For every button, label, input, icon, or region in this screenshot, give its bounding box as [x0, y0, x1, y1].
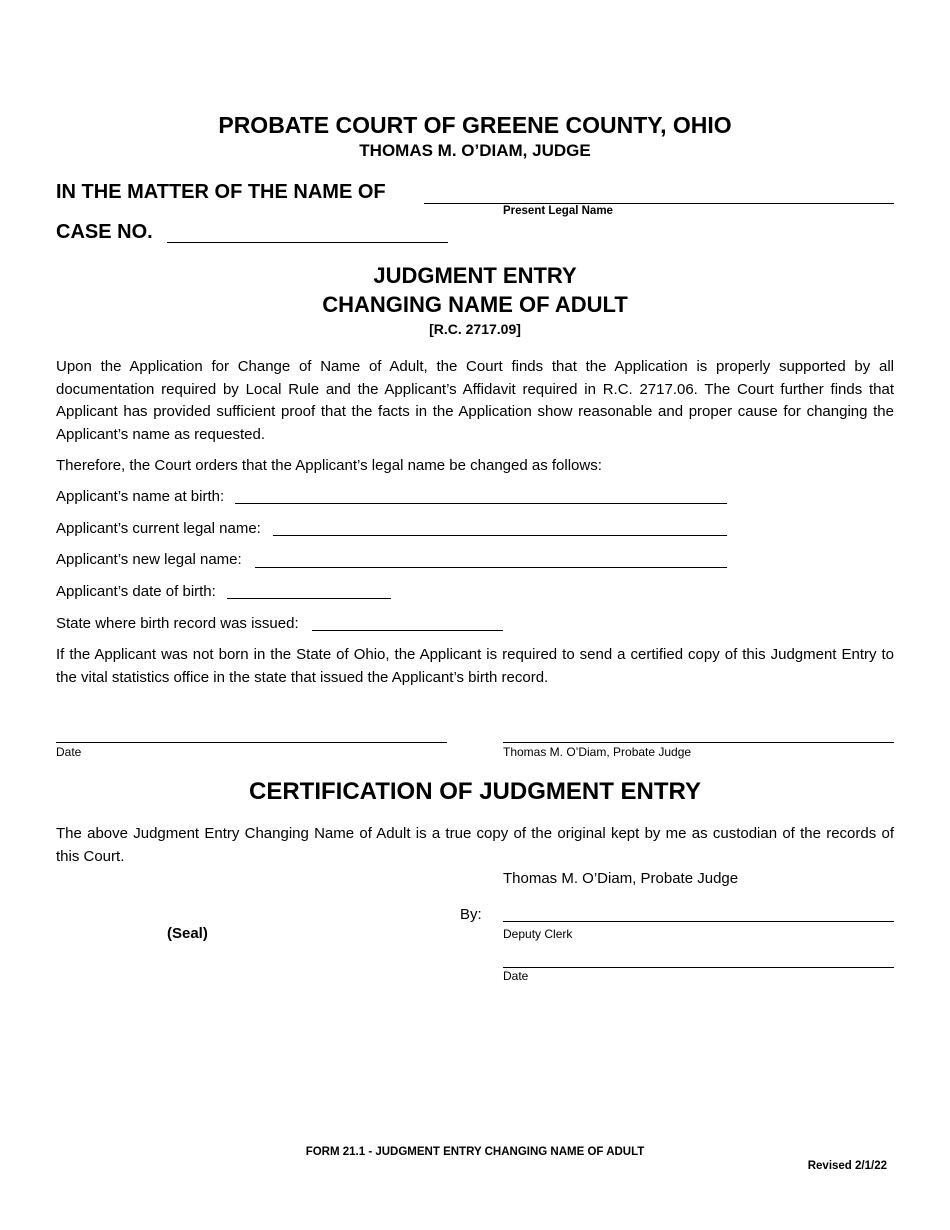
name-at-birth-label: Applicant’s name at birth:: [56, 488, 225, 505]
judge-line: THOMAS M. O’DIAM, JUDGE: [359, 141, 591, 160]
new-legal-name-line[interactable]: [255, 567, 727, 568]
certification-date-caption: Date: [503, 969, 529, 983]
matter-label: IN THE MATTER OF THE NAME OF: [56, 181, 386, 203]
current-legal-name-line[interactable]: [273, 535, 727, 536]
certification-date-line[interactable]: [503, 967, 894, 968]
name-at-birth-line[interactable]: [235, 503, 727, 504]
birth-record-state-label: State where birth record was issued:: [56, 615, 299, 632]
deputy-clerk-caption: Deputy Clerk: [503, 927, 573, 941]
judge-signature-line[interactable]: [503, 742, 894, 743]
out-of-state-notice: If the Applicant was not born in the State of Ohio, the Applicant is required to send a certified copy of this Judgment Entry to the vital statistics office in the state that issued the Applicant’s birth record.: [56, 646, 894, 686]
certification-judge-name: Thomas M. O’Diam, Probate Judge: [503, 870, 739, 887]
title-line2: CHANGING NAME OF ADULT: [322, 292, 628, 317]
certification-text: The above Judgment Entry Changing Name of Adult is a true copy of the original kept by me as custodian of the records of this Court.: [56, 825, 894, 865]
form-label: FORM 21.1 - JUDGMENT ENTRY CHANGING NAME OF ADULT: [305, 1146, 645, 1158]
judge-signature-caption: Thomas M. O’Diam, Probate Judge: [503, 745, 692, 759]
judgment-date-caption: Date: [56, 745, 82, 759]
title-line1: JUDGMENT ENTRY: [373, 263, 577, 288]
present-legal-name-line[interactable]: [424, 203, 894, 204]
court-title: PROBATE COURT OF GREENE COUNTY, OHIO: [218, 112, 732, 138]
case-no-label: CASE NO.: [56, 221, 153, 243]
findings-paragraph: Upon the Application for Change of Name of Adult, the Court finds that the Application is properly supported by all documentation required by Local Rule and the Applicant’s Affidavit required in R.C. 2717.06. The Court further finds that Applicant has provided sufficient proof that the facts in the Application show reasonable and proper cause for changing the Applicant’s name as requested.: [56, 358, 894, 443]
by-label: By:: [460, 906, 482, 923]
date-of-birth-label: Applicant’s date of birth:: [56, 583, 216, 600]
case-no-line[interactable]: [167, 242, 448, 243]
birth-record-state-line[interactable]: [312, 630, 503, 631]
certification-heading: CERTIFICATION OF JUDGMENT ENTRY: [249, 778, 701, 805]
revised-date: Revised 2/1/22: [807, 1160, 887, 1172]
seal-label: (Seal): [167, 925, 208, 942]
deputy-clerk-signature-line[interactable]: [503, 921, 894, 922]
judgment-date-line[interactable]: [56, 742, 447, 743]
new-legal-name-label: Applicant’s new legal name:: [56, 551, 242, 568]
date-of-birth-line[interactable]: [227, 598, 391, 599]
order-intro: Therefore, the Court orders that the Applicant’s legal name be changed as follows:: [56, 457, 602, 474]
present-legal-name-caption: Present Legal Name: [503, 205, 613, 217]
current-legal-name-label: Applicant’s current legal name:: [56, 520, 261, 537]
statute-reference: [R.C. 2717.09]: [429, 321, 521, 337]
